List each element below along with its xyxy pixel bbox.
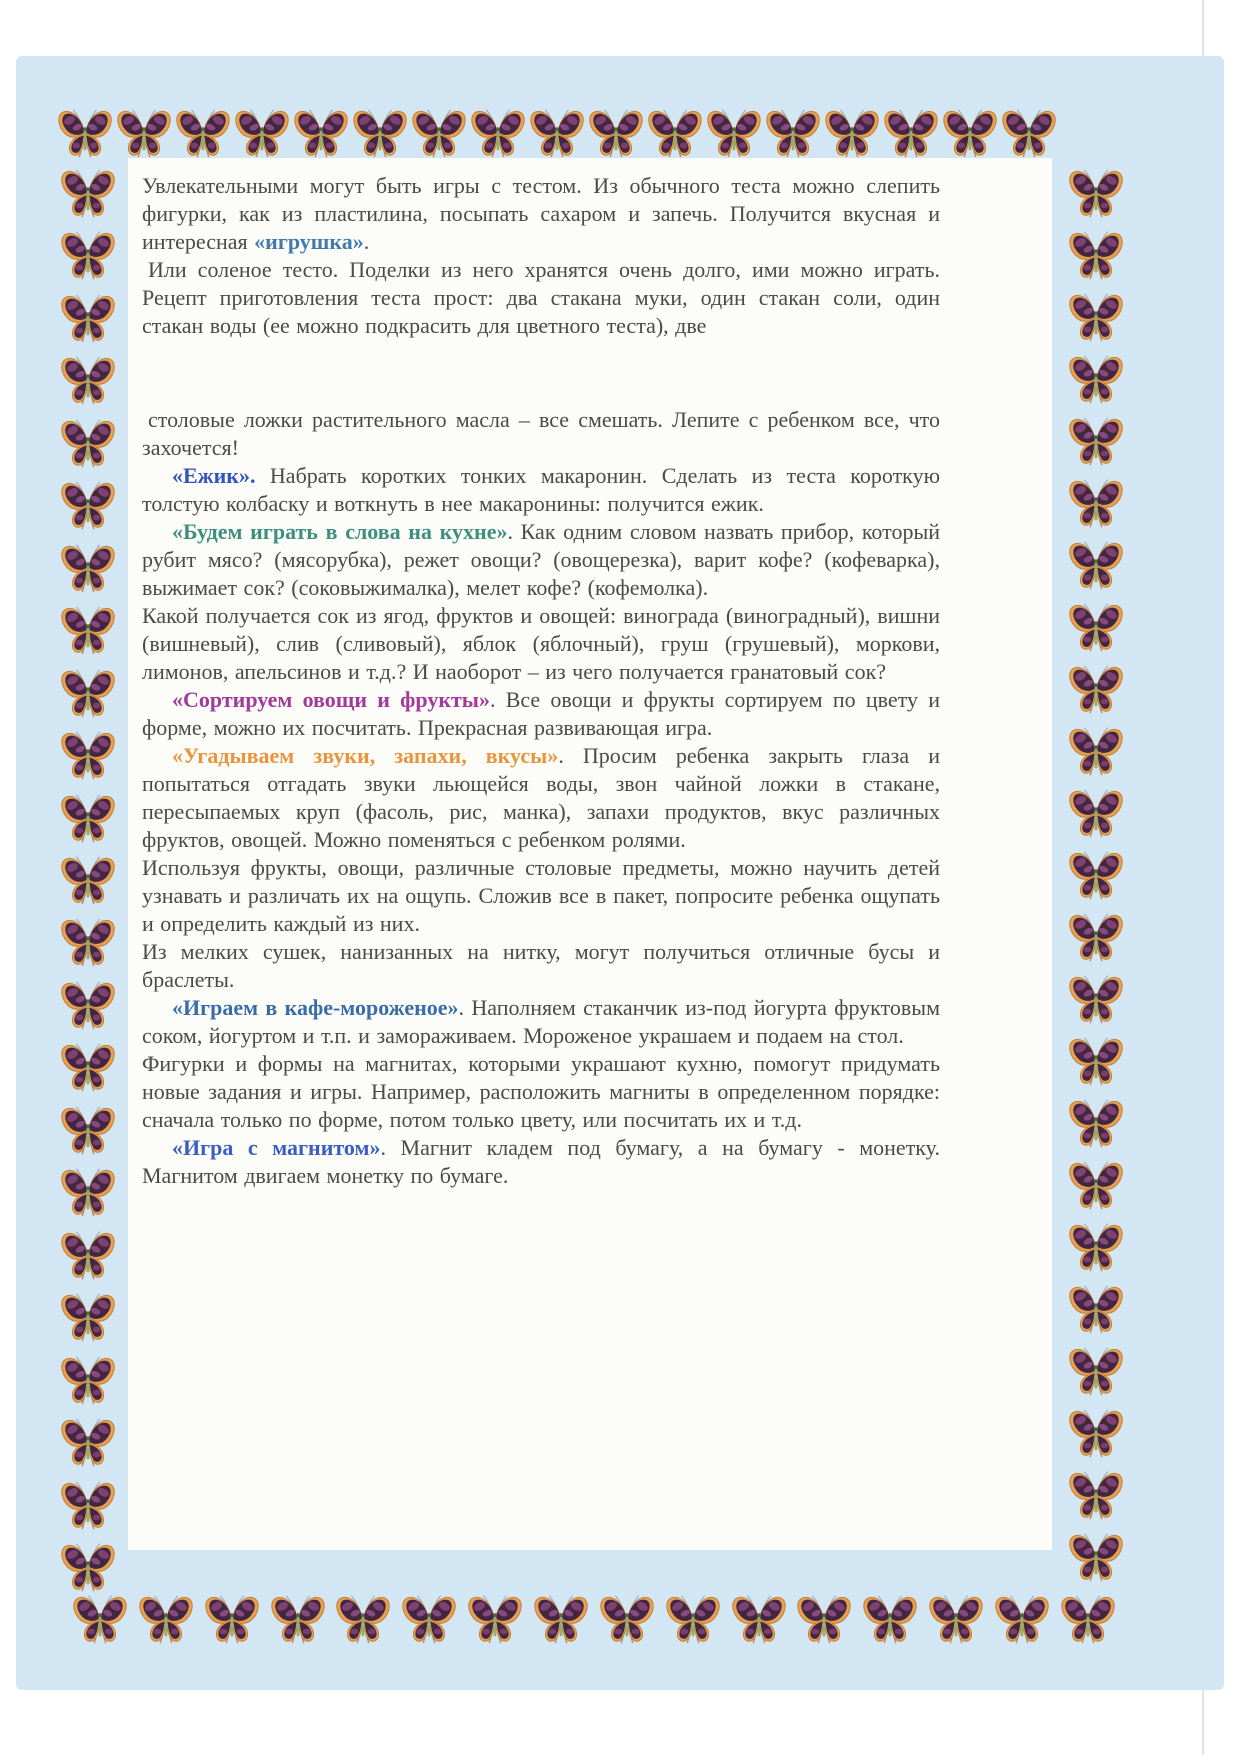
butterfly-icon: [927, 1592, 985, 1646]
butterfly-icon: [1067, 538, 1125, 592]
butterfly-icon: [59, 1103, 117, 1157]
butterfly-icon: [59, 541, 117, 595]
para-touch-game: [142, 854, 940, 938]
para-guess-game: [142, 742, 940, 854]
butterfly-icon: [1067, 600, 1125, 654]
para-icecream-game: [142, 994, 940, 1050]
document-text: [128, 158, 1052, 1190]
butterfly-icon: [59, 853, 117, 907]
butterfly-icon: [233, 106, 291, 160]
butterfly-icon: [1067, 290, 1125, 344]
butterfly-icon: [646, 106, 704, 160]
page-mat: [16, 56, 1224, 1690]
para-magnets-shapes: [142, 1050, 940, 1134]
butterfly-icon: [351, 106, 409, 160]
game-title: «Угадываем звуки, запахи, вкусы»: [172, 743, 559, 768]
butterfly-icon: [115, 106, 173, 160]
butterfly-icon: [59, 166, 117, 220]
para-beads: [142, 938, 940, 994]
butterfly-icon: [587, 106, 645, 160]
butterfly-icon: [59, 1415, 117, 1469]
butterfly-icon: [1067, 352, 1125, 406]
butterfly-border-right: [1066, 166, 1126, 1584]
butterfly-icon: [137, 1592, 195, 1646]
butterfly-icon: [993, 1592, 1051, 1646]
butterfly-icon: [292, 106, 350, 160]
butterfly-icon: [730, 1592, 788, 1646]
butterfly-icon: [59, 1353, 117, 1407]
para-salt-dough: [142, 256, 940, 340]
butterfly-icon: [1067, 724, 1125, 778]
butterfly-icon: [1067, 166, 1125, 220]
butterfly-icon: [334, 1592, 392, 1646]
butterfly-icon: [861, 1592, 919, 1646]
content-area: [128, 158, 1052, 1550]
game-title: «Будем играть в слова на кухне»: [172, 519, 508, 544]
para-magnet-game: [142, 1134, 940, 1190]
butterfly-icon: [1067, 1530, 1125, 1584]
butterfly-icon: [59, 1165, 117, 1219]
butterfly-icon: [1067, 1220, 1125, 1274]
butterfly-icon: [528, 106, 586, 160]
butterfly-icon: [59, 1478, 117, 1532]
para-juice-question: [142, 602, 940, 686]
game-title: «Играем в кафе-мороженое»: [172, 995, 459, 1020]
butterfly-icon: [466, 1592, 524, 1646]
para-word-game: [142, 518, 940, 602]
butterfly-icon: [59, 1040, 117, 1094]
body-text: . Наполняем стаканчик из-под йогурта фруктовым соком, йогуртом и т.п. и замораживаем. Мороженое украшаем и подаем на стол.: [142, 995, 941, 1048]
butterfly-icon: [882, 106, 940, 160]
butterfly-icon: [59, 291, 117, 345]
para-dough-recipe-end: [142, 406, 940, 462]
body-text: Или соленое тесто. Поделки из него хранятся очень долго, ими можно играть. Рецепт приготовления теста прост: два стакана муки, один стакан соли, один стакан воды (ее можно подкрасить для цветного теста), две: [142, 257, 940, 338]
butterfly-icon: [59, 603, 117, 657]
butterfly-icon: [203, 1592, 261, 1646]
butterfly-border-bottom: [71, 1592, 1117, 1646]
butterfly-icon: [1067, 1282, 1125, 1336]
butterfly-icon: [59, 1540, 117, 1594]
butterfly-icon: [1067, 662, 1125, 716]
butterfly-icon: [1067, 1468, 1125, 1522]
butterfly-icon: [1000, 106, 1058, 160]
butterfly-icon: [1067, 1096, 1125, 1150]
butterfly-icon: [1067, 228, 1125, 282]
butterfly-icon: [795, 1592, 853, 1646]
butterfly-icon: [59, 1228, 117, 1282]
butterfly-border-top: [56, 106, 1058, 160]
game-title: «игрушка»: [254, 229, 364, 254]
butterfly-icon: [941, 106, 999, 160]
body-text: .: [363, 229, 370, 254]
butterfly-icon: [1067, 910, 1125, 964]
butterfly-icon: [59, 353, 117, 407]
butterfly-icon: [469, 106, 527, 160]
butterfly-icon: [1067, 786, 1125, 840]
body-text: . Как одним словом назвать прибор, который рубит мясо? (мясорубка), режет овощи? (овощерезка), варит кофе? (кофеварка), выжимает сок? (соковыжималка), мелет кофе? (кофемолка).: [142, 519, 940, 600]
game-title: «Ежик».: [172, 463, 256, 488]
para-hedgehog-game: [142, 462, 940, 518]
butterfly-icon: [400, 1592, 458, 1646]
butterfly-icon: [410, 106, 468, 160]
butterfly-icon: [1067, 1344, 1125, 1398]
body-text: . Все овощи и фрукты сортируем по цвету и форме, можно их посчитать. Прекрасная развивающая игра.: [142, 687, 940, 740]
butterfly-icon: [1067, 972, 1125, 1026]
body-text: . Магнит кладем под бумагу, а на бумагу - монетку. Магнитом двигаем монетку по бумаге.: [142, 1135, 940, 1188]
para-dough-games: [142, 172, 940, 256]
game-title: «Игра с магнитом»: [172, 1135, 381, 1160]
butterfly-icon: [1067, 1406, 1125, 1460]
body-text: Набрать коротких тонких макаронин. Сделать из теста короткую толстую колбаску и воткнуть в нее макаронины: получится ежик.: [142, 463, 940, 516]
butterfly-icon: [1067, 414, 1125, 468]
butterfly-icon: [823, 106, 881, 160]
butterfly-icon: [59, 478, 117, 532]
butterfly-icon: [174, 106, 232, 160]
butterfly-border-left: [58, 166, 118, 1594]
body-text: столовые ложки растительного масла – все смешать. Лепите с ребенком все, что захочется!: [142, 407, 940, 460]
butterfly-icon: [59, 915, 117, 969]
butterfly-icon: [1067, 1034, 1125, 1088]
butterfly-icon: [269, 1592, 327, 1646]
butterfly-icon: [1067, 1158, 1125, 1212]
para-sort-game: [142, 686, 940, 742]
butterfly-icon: [764, 106, 822, 160]
butterfly-icon: [59, 228, 117, 282]
butterfly-icon: [705, 106, 763, 160]
body-text: Какой получается сок из ягод, фруктов и овощей: винограда (виноградный), вишни (вишневый), слив (сливовый), яблок (яблочный), груш (грушевый), моркови, лимонов, апельсинов и т.д.? И наоборот – из чего получается гранатовый сок?: [142, 603, 940, 684]
body-text: Увлекательными могут быть игры с тестом. Из обычного теста можно слепить фигурки, как из пластилина, посыпать сахаром и запечь. Получится вкусная и интересная: [142, 173, 940, 254]
butterfly-icon: [59, 791, 117, 845]
body-text: . Просим ребенка закрыть глаза и попытаться отгадать звуки льющейся воды, звон чайной ложки в стакане, пересыпаемых круп (фасоль, рис, манка), запахи продуктов, вкус различных фруктов, овощей. Можно поменяться с ребенком ролями.: [142, 743, 940, 852]
body-text: Из мелких сушек, нанизанных на нитку, могут получиться отличные бусы и браслеты.: [142, 939, 940, 992]
butterfly-icon: [59, 728, 117, 782]
body-text: Фигурки и формы на магнитах, которыми украшают кухню, помогут придумать новые задания и игры. Например, расположить магниты в определенном порядке: сначала только по форме, потом только цвету, или посчитать их и т.д.: [142, 1051, 940, 1132]
butterfly-icon: [59, 978, 117, 1032]
game-title: «Сортируем овощи и фрукты»: [172, 687, 490, 712]
butterfly-icon: [664, 1592, 722, 1646]
butterfly-icon: [59, 666, 117, 720]
butterfly-icon: [59, 416, 117, 470]
body-text: Используя фрукты, овощи, различные столовые предметы, можно научить детей узнавать и различать их на ощупь. Сложив все в пакет, попросите ребенка ощупать и определить каждый из них.: [142, 855, 940, 936]
butterfly-icon: [598, 1592, 656, 1646]
butterfly-icon: [1067, 476, 1125, 530]
butterfly-icon: [1067, 848, 1125, 902]
butterfly-icon: [56, 106, 114, 160]
butterfly-icon: [59, 1290, 117, 1344]
butterfly-icon: [71, 1592, 129, 1646]
butterfly-icon: [1059, 1592, 1117, 1646]
butterfly-icon: [532, 1592, 590, 1646]
